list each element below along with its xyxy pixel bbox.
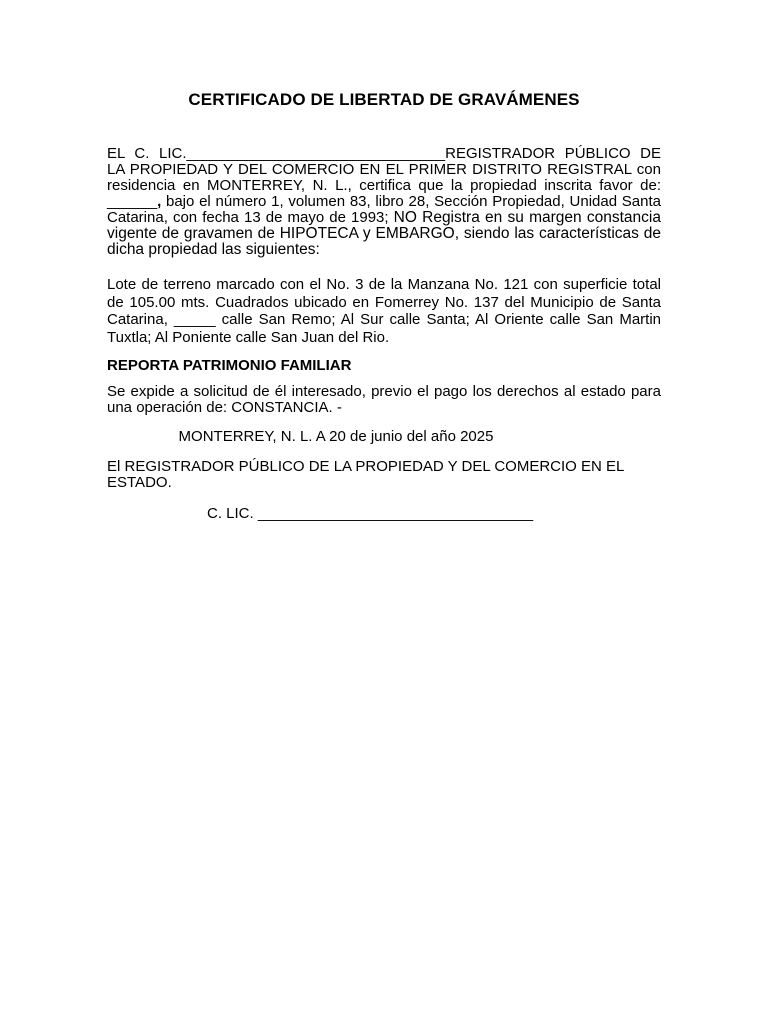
property-description-paragraph: Lote de terreno marcado con el No. 3 de la Manzana No. 121 con superficie total de 105.00 mts. Cuadrados ubicado en Fomerrey No. 137 del Municipio de Santa Catarina, _____ calle San Remo; Al Sur calle Santa; Al Oriente calle San Martin Tuxtla; Al Poniente calle San Juan del Rio. [107,276,661,346]
issuance-paragraph: Se expide a solicitud de él interesado, previo el pago los derechos al estado para una operación de: CONSTANCIA. - [107,383,661,416]
patrimonio-familiar-heading: REPORTA PATRIMONIO FAMILIAR [107,357,352,374]
document-body [107,146,661,522]
certification-text-part1: EL C. LIC._______________________________REGISTRADOR PÚBLICO DE LA PROPIEDAD Y DEL COMERCIO EN EL PRIMER DISTRITO REGISTRAL con residencia en MONTERREY, N. L., certifica que la propiedad inscrita favor de: ______ [107,145,661,210]
document-title: CERTIFICADO DE LIBERTAD DE GRAVÁMENES [188,90,580,109]
certification-paragraph [107,146,661,258]
certification-text-part3: NO Registra en su margen constancia vigente de gravamen de HIPOTECA y EMBARGO, siendo las características de dicha propiedad las siguientes: [107,209,661,258]
signature-line: C. LIC. _________________________________ [207,505,534,522]
certification-bold-comma: , [157,193,162,210]
place-date-line: MONTERREY, N. L. A 20 de junio del año 2025 [178,428,494,445]
registrar-paragraph: El REGISTRADOR PÚBLICO DE LA PROPIEDAD Y DEL COMERCIO EN EL ESTADO. [107,458,624,491]
certification-text-part2: bajo el número 1, volumen 83, libro 28, Sección Propiedad, Unidad Santa Catarina, con fecha 13 de mayo de 1993; [107,193,661,226]
